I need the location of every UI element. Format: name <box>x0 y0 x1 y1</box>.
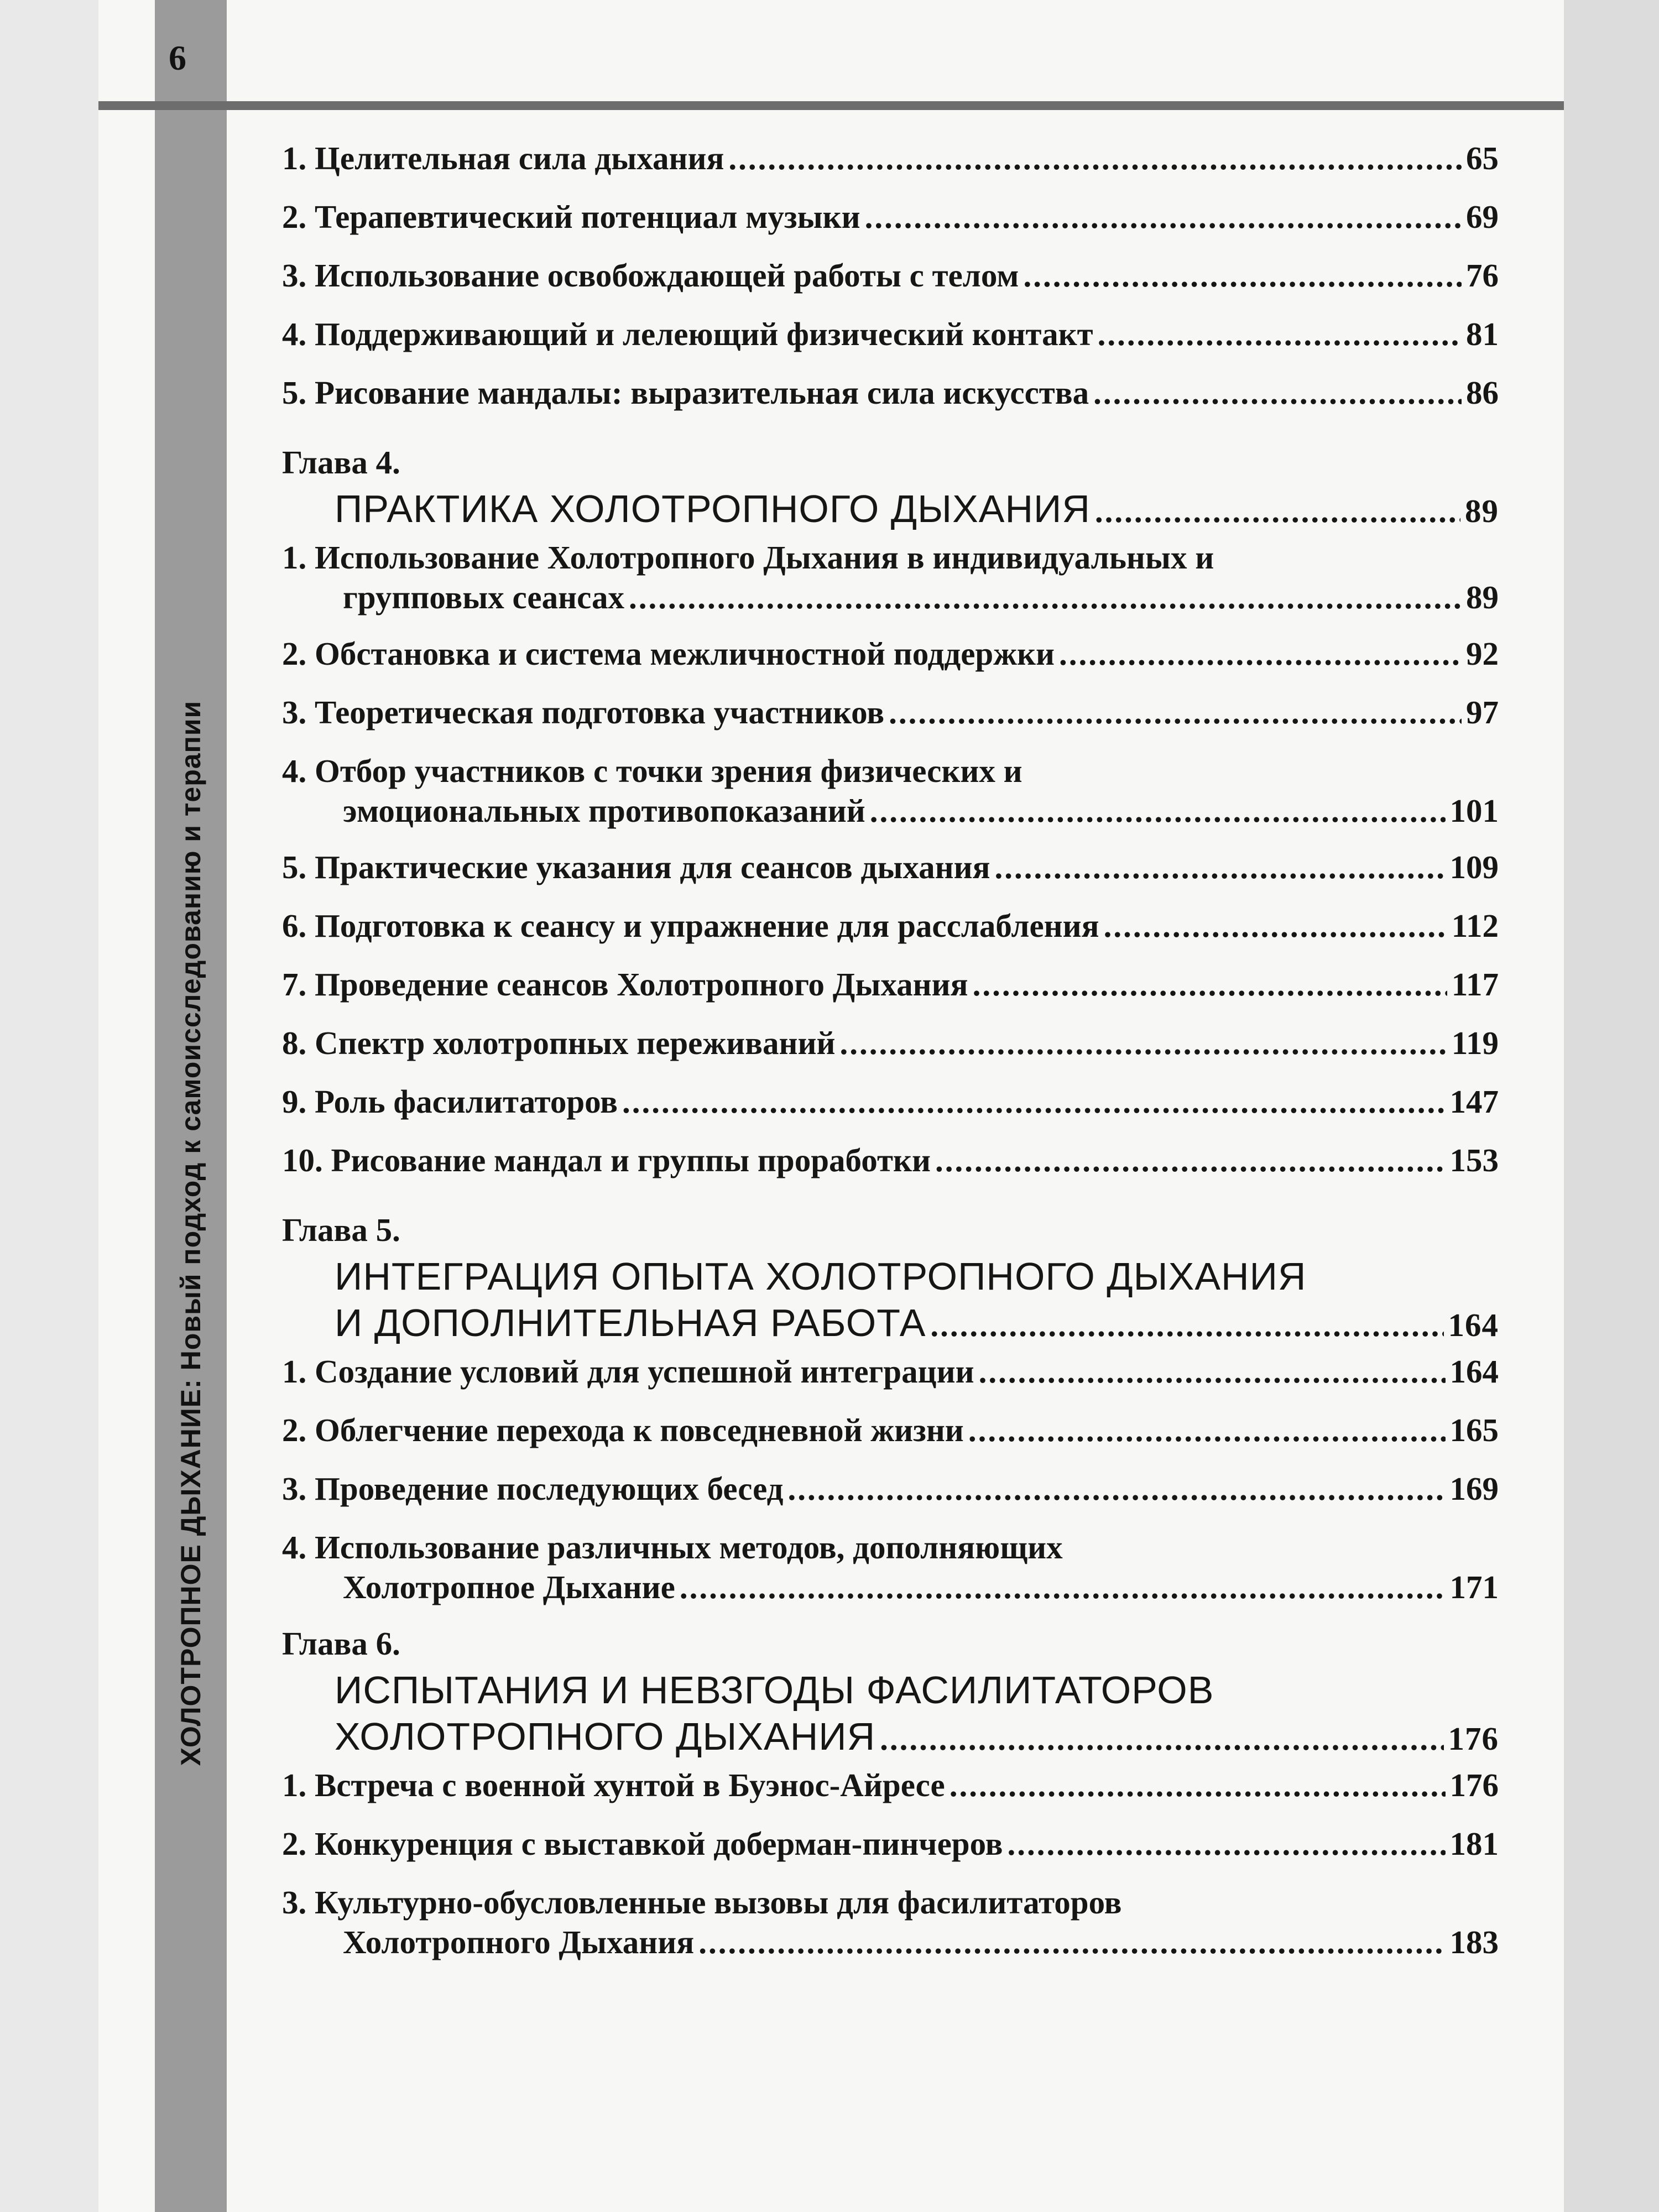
chapter-title-text: ИНТЕГРАЦИЯ ОПЫТА ХОЛОТРОПНОГО ДЫХАНИЯ <box>335 1255 1307 1298</box>
chapter-title[interactable] <box>282 1667 1499 1762</box>
toc-entry[interactable] <box>282 314 1499 373</box>
facing-page-edge <box>1564 0 1659 2212</box>
header-rule <box>98 101 1564 110</box>
chapter5 <box>282 1210 1499 1607</box>
table-of-contents <box>282 138 1499 1979</box>
leader-dots <box>950 1765 1446 1805</box>
toc-entry-page: 171 <box>1449 1569 1499 1605</box>
toc-entry-page: 164 <box>1449 1353 1499 1390</box>
toc-entry[interactable] <box>282 1410 1499 1469</box>
toc-entry-label: 3. Использование освобождающей работы с телом <box>282 257 1019 294</box>
leader-dots <box>973 964 1447 1004</box>
chapter3-entries <box>282 138 1499 431</box>
toc-entry[interactable] <box>282 692 1499 751</box>
toc-entry-label: 4. Поддерживающий и лелеющий физический контакт <box>282 316 1093 352</box>
toc-entry-page: 181 <box>1449 1825 1499 1862</box>
chapter-label: Глава 5. <box>282 1212 400 1248</box>
toc-entry-page: 169 <box>1449 1470 1499 1507</box>
toc-entry-label: 1. Использование Холотропного Дыхания в индивидуальных и <box>282 539 1214 576</box>
leader-dots <box>728 138 1462 178</box>
toc-entry-page: 153 <box>1449 1142 1499 1178</box>
toc-entry[interactable] <box>282 906 1499 964</box>
leader-dots <box>995 847 1446 887</box>
toc-entry-page: 165 <box>1449 1412 1499 1448</box>
toc-entry-label: 8. Спектр холотропных переживаний <box>282 1025 836 1061</box>
toc-entry-page: 89 <box>1466 579 1499 615</box>
toc-entry[interactable] <box>282 1082 1499 1140</box>
toc-entry[interactable] <box>282 1352 1499 1410</box>
toc-entry-label-cont: Холотропного Дыхания <box>343 1924 695 1960</box>
chapter4 <box>282 442 1499 1199</box>
toc-entry[interactable] <box>282 1527 1499 1607</box>
toc-entry-page: 119 <box>1451 1025 1499 1061</box>
leader-dots <box>1095 488 1460 534</box>
chapter-page: 164 <box>1448 1307 1499 1343</box>
toc-entry-page: 81 <box>1466 316 1499 352</box>
toc-entry[interactable] <box>282 1023 1499 1082</box>
leader-dots <box>629 577 1462 617</box>
chapter-title[interactable] <box>282 486 1499 534</box>
leader-dots <box>1098 314 1462 354</box>
chapter6 <box>282 1624 1499 1962</box>
toc-entry[interactable] <box>282 255 1499 314</box>
toc-entry-page: 112 <box>1451 907 1499 944</box>
chapter-title-text-cont: ХОЛОТРОПНОГО ДЫХАНИЯ <box>335 1715 876 1758</box>
toc-entry-page: 109 <box>1449 849 1499 885</box>
chapter-title-text: ИСПЫТАНИЯ И НЕВЗГОДЫ ФАСИЛИТАТОРОВ <box>335 1668 1214 1712</box>
leader-dots <box>622 1082 1445 1121</box>
leader-dots <box>1059 634 1462 674</box>
toc-entry-label: 6. Подготовка к сеансу и упражнение для расслабления <box>282 907 1099 944</box>
toc-entry-label: 4. Отбор участников с точки зрения физических и <box>282 753 1022 789</box>
leader-dots <box>787 1469 1445 1509</box>
leader-dots <box>1093 373 1462 413</box>
toc-entry[interactable] <box>282 964 1499 1023</box>
toc-entry[interactable] <box>282 197 1499 255</box>
leader-dots <box>1104 906 1447 946</box>
toc-entry-page: 92 <box>1466 635 1499 672</box>
toc-entry[interactable] <box>282 1765 1499 1824</box>
leader-dots <box>870 791 1446 831</box>
leader-dots <box>935 1140 1446 1180</box>
toc-entry-label: 1. Целительная сила дыхания <box>282 140 724 176</box>
toc-entry[interactable] <box>282 373 1499 431</box>
toc-entry-page: 183 <box>1449 1924 1499 1960</box>
toc-entry[interactable] <box>282 1824 1499 1882</box>
leader-dots <box>1023 255 1462 295</box>
toc-entry-label: 2. Конкуренция с выставкой доберман-пинчеров <box>282 1825 1003 1862</box>
toc-entry[interactable] <box>282 1882 1499 1962</box>
toc-entry-page: 65 <box>1466 140 1499 176</box>
chapter-label: Глава 6. <box>282 1625 400 1662</box>
toc-entry-page: 101 <box>1449 792 1499 829</box>
toc-entry[interactable] <box>282 634 1499 692</box>
toc-entry-page: 86 <box>1466 374 1499 411</box>
toc-entry-label: 9. Роль фасилитаторов <box>282 1083 618 1120</box>
leader-dots <box>968 1410 1446 1450</box>
leader-dots <box>979 1352 1446 1391</box>
chapter-page: 176 <box>1448 1720 1499 1757</box>
leader-dots <box>865 197 1462 237</box>
toc-entry-label-cont: групповых сеансах <box>343 579 625 615</box>
toc-entry-label: 1. Создание условий для успешной интеграции <box>282 1353 974 1390</box>
toc-entry[interactable] <box>282 751 1499 831</box>
leader-dots <box>839 1023 1447 1063</box>
toc-entry[interactable] <box>282 1469 1499 1527</box>
leader-dots <box>698 1922 1445 1962</box>
chapter-title-text-cont: И ДОПОЛНИТЕЛЬНАЯ РАБОТА <box>335 1301 926 1344</box>
leader-dots <box>880 1715 1443 1762</box>
leader-dots <box>1007 1824 1445 1864</box>
toc-entry-label: 3. Культурно-обусловленные вызовы для фасилитаторов <box>282 1884 1122 1921</box>
chapter-page: 89 <box>1465 493 1499 529</box>
toc-entry-page: 117 <box>1451 966 1499 1003</box>
toc-entry-page: 97 <box>1466 694 1499 731</box>
toc-entry-label: 2. Терапевтический потенциал музыки <box>282 199 860 235</box>
toc-entry-label: 3. Теоретическая подготовка участников <box>282 694 885 731</box>
toc-entry-label: 7. Проведение сеансов Холотропного Дыхания <box>282 966 968 1003</box>
sidebar-title: ХОЛОТРОПНОЕ ДЫХАНИЕ: Новый подход к самоисследованию и терапии <box>175 700 206 1766</box>
chapter-label: Глава 4. <box>282 444 400 481</box>
toc-entry-label: 5. Практические указания для сеансов дыхания <box>282 849 990 885</box>
toc-entry[interactable] <box>282 1140 1499 1199</box>
toc-entry[interactable] <box>282 847 1499 906</box>
leader-dots <box>680 1567 1446 1607</box>
leader-dots <box>889 692 1462 732</box>
chapter-title-text: ПРАКТИКА ХОЛОТРОПНОГО ДЫХАНИЯ <box>335 487 1091 530</box>
toc-entry-label-cont: эмоциональных противопоказаний <box>343 792 865 829</box>
toc-entry-label-cont: Холотропное Дыхание <box>343 1569 675 1605</box>
page-number: 6 <box>169 38 186 77</box>
toc-entry-page: 147 <box>1449 1083 1499 1120</box>
toc-entry-label: 4. Использование различных методов, дополняющих <box>282 1529 1063 1566</box>
toc-entry-label: 10. Рисование мандал и группы проработки <box>282 1142 931 1178</box>
toc-entry-label: 3. Проведение последующих бесед <box>282 1470 784 1507</box>
leader-dots <box>930 1302 1443 1348</box>
toc-entry-label: 5. Рисование мандалы: выразительная сила искусства <box>282 374 1089 411</box>
toc-entry-page: 69 <box>1466 199 1499 235</box>
chapter-title[interactable] <box>282 1253 1499 1348</box>
toc-entry[interactable] <box>282 138 1499 197</box>
toc-entry[interactable] <box>282 538 1499 617</box>
toc-entry-label: 2. Облегчение перехода к повседневной жизни <box>282 1412 964 1448</box>
toc-entry-page: 176 <box>1449 1767 1499 1803</box>
toc-entry-page: 76 <box>1466 257 1499 294</box>
toc-entry-label: 2. Обстановка и система межличностной поддержки <box>282 635 1055 672</box>
toc-entry-label: 1. Встреча с военной хунтой в Буэнос-Айресе <box>282 1767 945 1803</box>
